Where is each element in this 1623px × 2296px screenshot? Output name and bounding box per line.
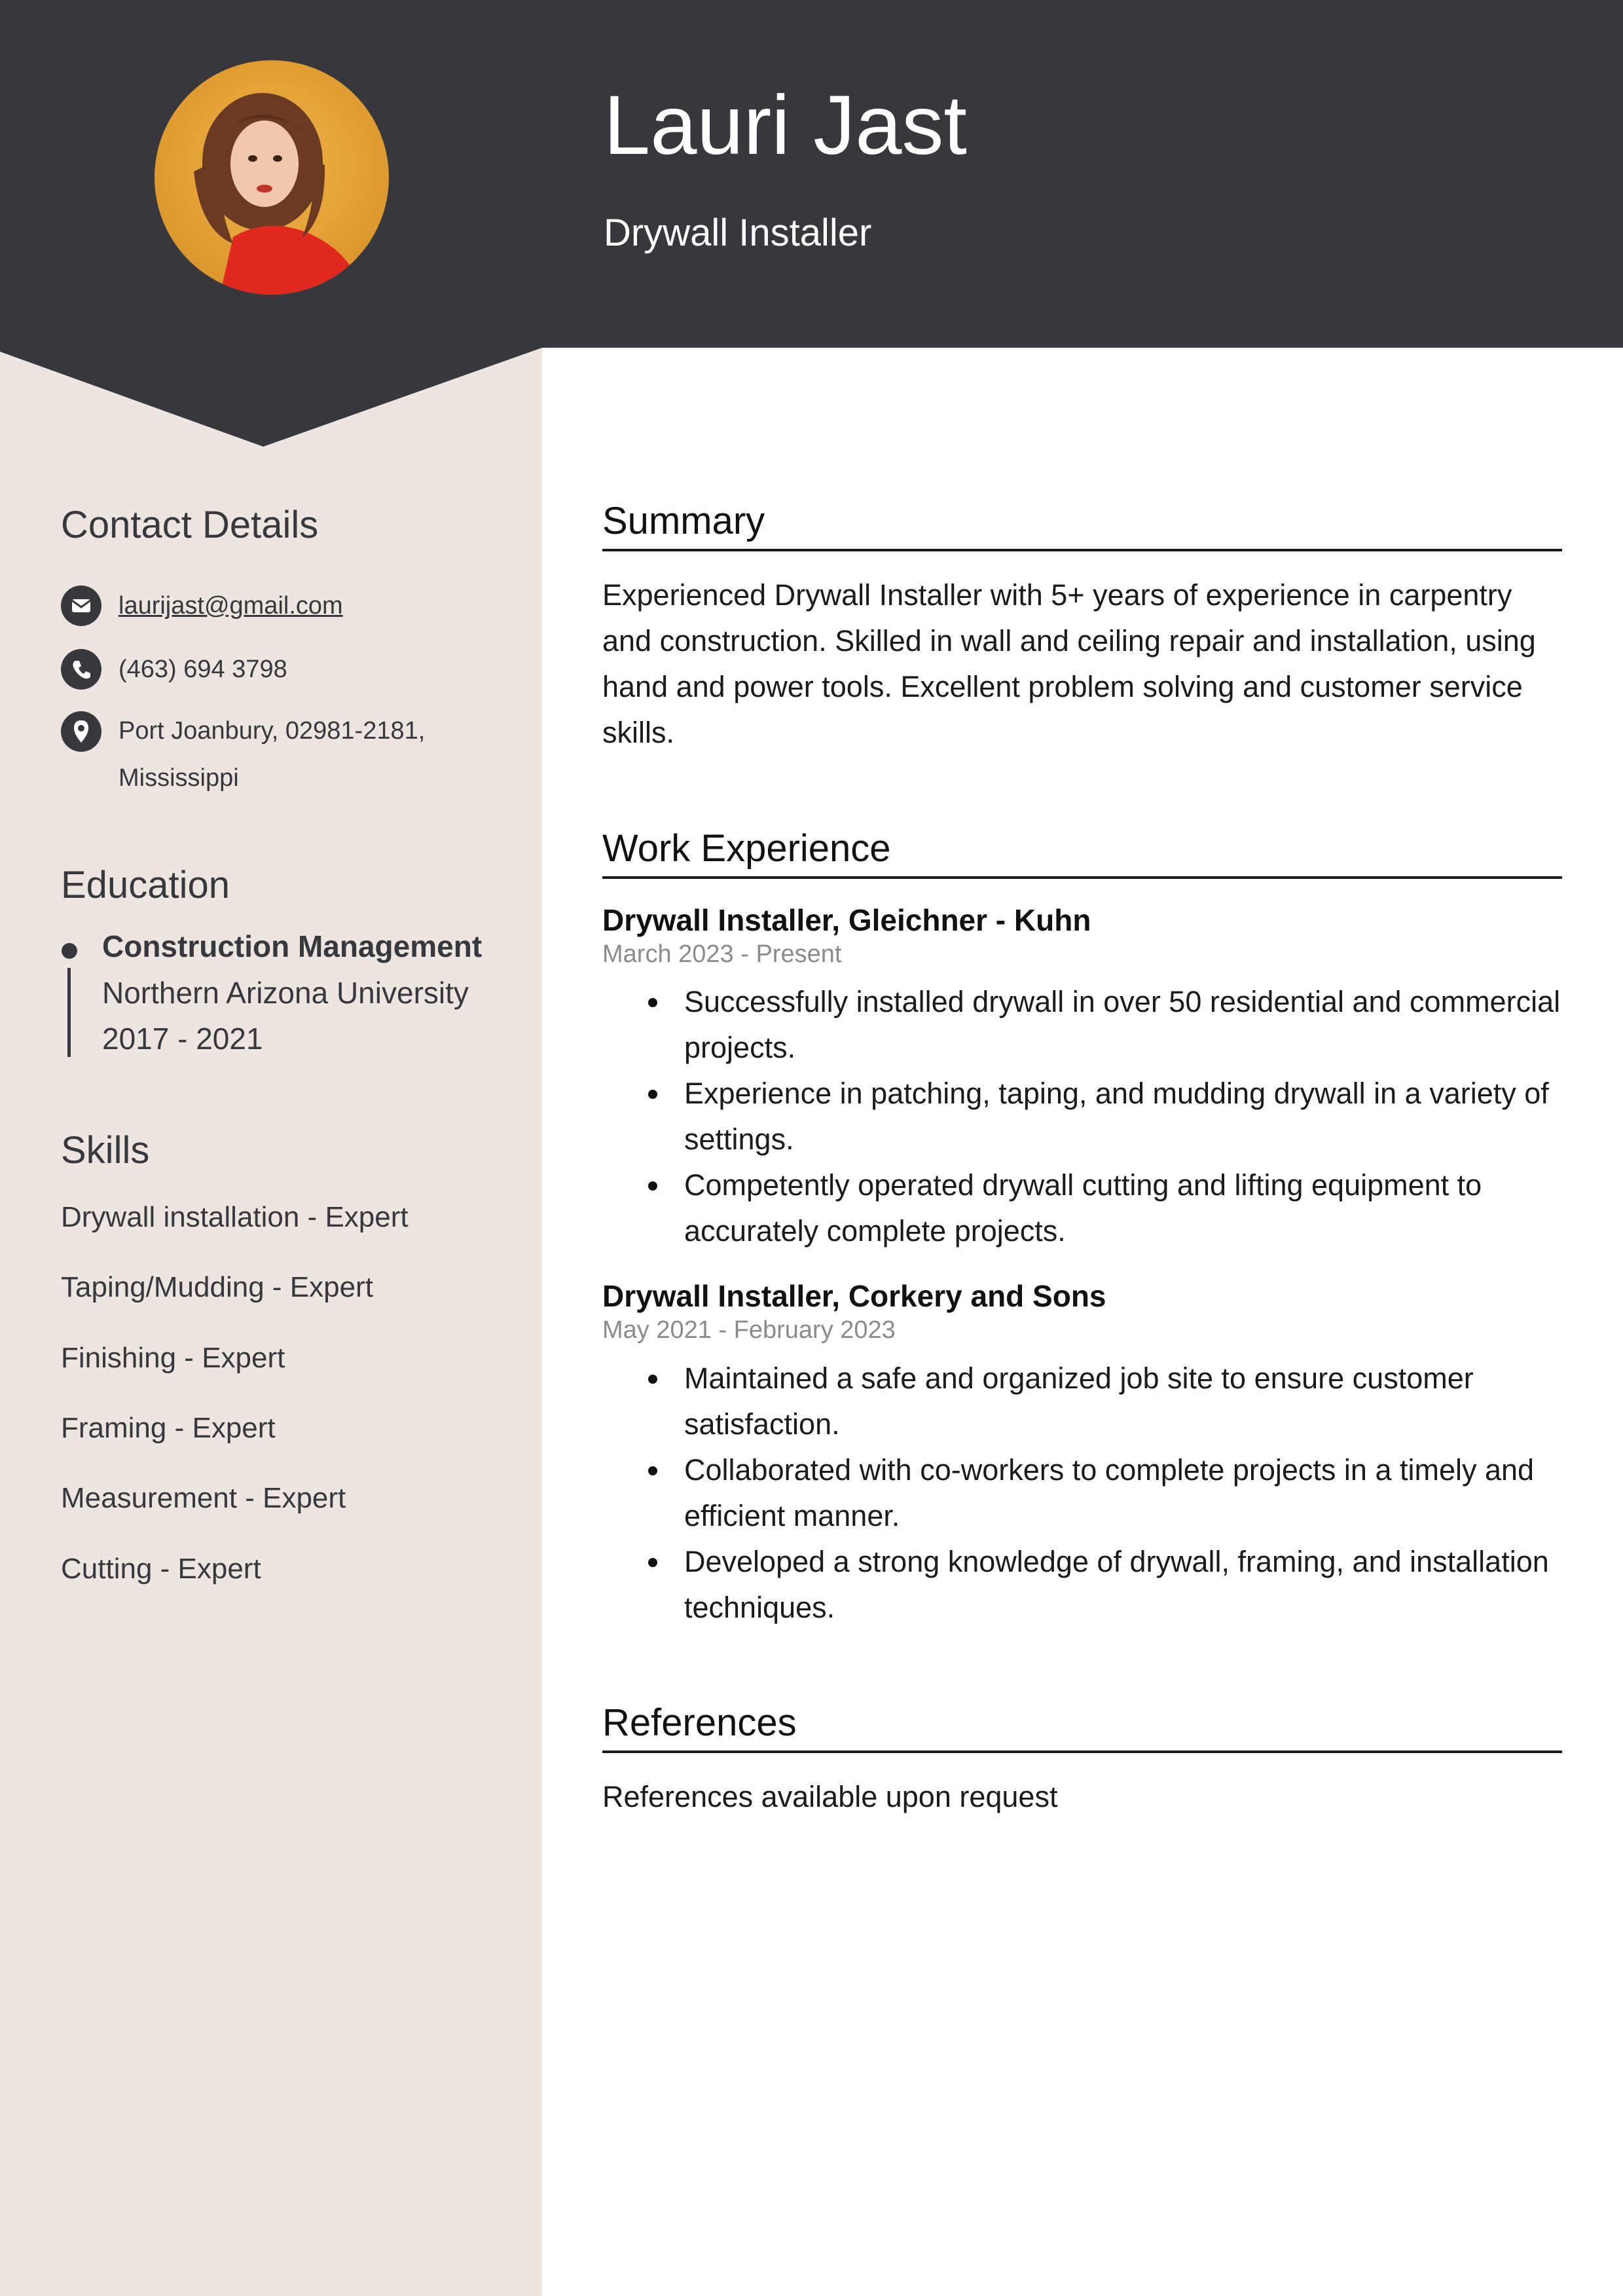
header-chevron — [0, 344, 542, 449]
summary-heading: Summary — [602, 500, 765, 542]
education-heading: Education — [61, 864, 230, 906]
contact-address-line2: Mississippi — [119, 764, 239, 792]
section-divider — [602, 549, 1562, 551]
job-title-employer: Drywall Installer, Gleichner - Kuhn — [602, 903, 1091, 937]
skills-heading: Skills — [61, 1129, 150, 1172]
skill-item: Measurement - Expert — [61, 1482, 346, 1514]
experience-heading: Work Experience — [602, 827, 891, 870]
portrait-photo-icon — [155, 60, 389, 295]
summary-text: Experienced Drywall Installer with 5+ years of experience in carpentry and construction. Skilled in wall and ceiling repair and installation, using hand and power tools. Excellent problem solving and customer service skills. — [602, 578, 1536, 749]
contact-address-line1: Port Joanbury, 02981-2181, — [119, 717, 426, 745]
job-bullet-list — [602, 979, 1565, 1254]
skill-item: Framing - Expert — [61, 1412, 276, 1444]
job-dates: May 2021 - February 2023 — [602, 1316, 896, 1344]
candidate-name: Lauri Jast — [604, 79, 967, 172]
job-bullet: Competently operated drywall cutting and lifting equipment to accurately complete projects. — [602, 1162, 1565, 1254]
contact-phone: (463) 694 3798 — [119, 656, 287, 683]
candidate-title: Drywall Installer — [604, 212, 872, 254]
job-dates: March 2023 - Present — [602, 940, 842, 968]
job-bullet: Experience in patching, taping, and mudding drywall in a variety of settings. — [602, 1071, 1565, 1162]
job-bullet-list — [602, 1356, 1565, 1631]
job-title-employer: Drywall Installer, Corkery and Sons — [602, 1279, 1106, 1313]
contact-email[interactable]: laurijast@gmail.com — [119, 592, 343, 620]
location-pin-icon — [61, 711, 101, 752]
job-bullet: Developed a strong knowledge of drywall, framing, and installation techniques. — [602, 1539, 1565, 1631]
education-years: 2017 - 2021 — [102, 1022, 263, 1056]
references-heading: References — [602, 1701, 797, 1744]
timeline-dot — [62, 943, 77, 959]
phone-icon — [61, 649, 101, 690]
envelope-icon — [61, 585, 101, 626]
avatar — [155, 60, 389, 295]
skill-item: Finishing - Expert — [61, 1342, 285, 1374]
job-bullet: Maintained a safe and organized job site to ensure customer satisfaction. — [602, 1356, 1565, 1447]
section-divider — [602, 876, 1562, 879]
job-bullet: Collaborated with co-workers to complete projects in a timely and efficient manner. — [602, 1447, 1565, 1539]
timeline-line — [67, 968, 71, 1057]
skill-item: Cutting - Expert — [61, 1553, 261, 1585]
skill-item: Taping/Mudding - Expert — [61, 1271, 373, 1303]
education-school: Northern Arizona University — [102, 976, 469, 1010]
job-bullet: Successfully installed drywall in over 50 residential and commercial projects. — [602, 979, 1565, 1071]
education-degree: Construction Management — [102, 929, 483, 963]
references-text: References available upon request — [602, 1780, 1058, 1813]
contact-heading: Contact Details — [61, 504, 319, 546]
skill-item: Drywall installation - Expert — [61, 1201, 409, 1233]
section-divider — [602, 1750, 1562, 1753]
